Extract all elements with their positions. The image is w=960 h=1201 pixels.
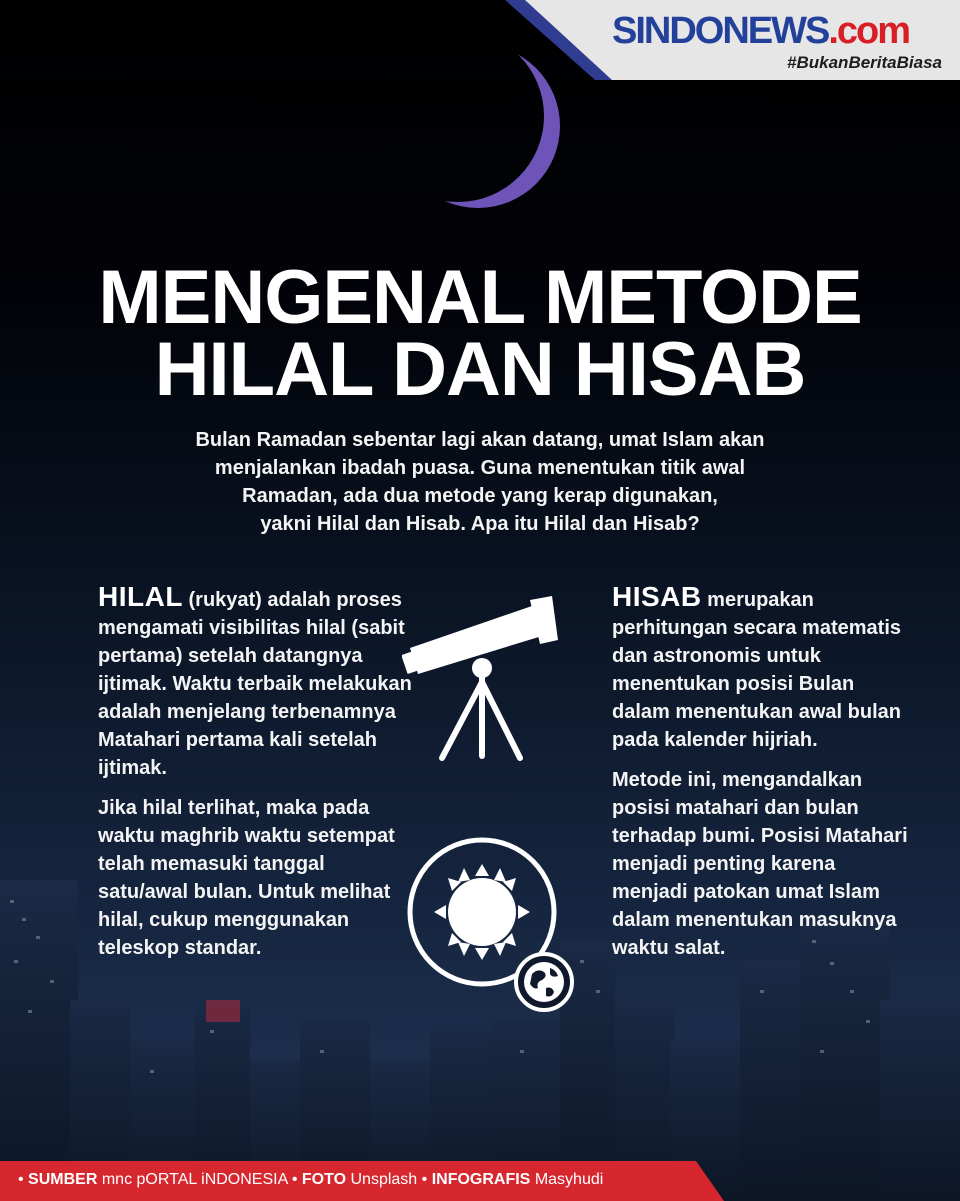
telescope-icon (402, 596, 558, 766)
sun-earth-icon (404, 836, 580, 1014)
hilal-column (98, 583, 416, 974)
title-line-1: MENGENAL METODE (98, 255, 862, 340)
hisab-term: HISAB (612, 581, 702, 612)
intro-line: Ramadan, ada dua metode yang kerap digunakan, (242, 485, 718, 507)
title-line-2: HILAL DAN HISAB (154, 327, 806, 412)
hilal-term: HILAL (98, 581, 183, 612)
hisab-column (612, 583, 912, 974)
credit-value: mnc pORTAL iNDONESIA (101, 1171, 288, 1188)
hilal-text-1: (rukyat) adalah proses mengamati visibilitas hilal (sabit pertama) setelah datangnya ijtimak. Waktu terbaik melakukan adalah menjelang terbenamnya Matahari pertama kali setelah ijtimak. (98, 589, 412, 779)
credits: • SUMBER mnc pORTAL iNDONESIA • FOTO Unsplash • INFOGRAFIS Masyhudi (18, 1171, 604, 1188)
tagline: #BukanBeritaBiasa (787, 53, 942, 72)
hilal-text-2: Jika hilal terlihat, maka pada waktu maghrib waktu setempat telah memasuki tanggal satu/awal bulan. Untuk melihat hilal, cukup menggunakan teleskop standar. (98, 797, 395, 959)
credit-label: FOTO (301, 1171, 347, 1188)
credit-value: Masyhudi (534, 1171, 604, 1188)
page-title (20, 255, 940, 412)
hisab-definition (612, 583, 912, 754)
credit-label: SUMBER (28, 1171, 98, 1188)
credit-label: INFOGRAFIS (431, 1171, 531, 1188)
credit-value: Unsplash (350, 1171, 418, 1188)
brand-logo: SINDONEWS.com (612, 10, 910, 52)
hilal-definition (98, 583, 416, 782)
hisab-text-2: Metode ini, mengandalkan posisi matahari dan bulan terhadap bumi. Posisi Matahari menjadi penting karena menjadi patokan umat Islam dalam menentukan masuknya waktu salat. (612, 769, 908, 959)
hisab-text-1: merupakan perhitungan secara matematis dan astronomis untuk menentukan posisi Bulan dalam menentukan awal bulan pada kalender hijriah. (612, 589, 901, 751)
intro-line: menjalankan ibadah puasa. Guna menentukan titik awal (214, 457, 746, 479)
intro-paragraph (100, 426, 860, 538)
intro-line: Bulan Ramadan sebentar lagi akan datang, umat Islam akan (195, 429, 765, 451)
intro-line: yakni Hilal dan Hisab. Apa itu Hilal dan Hisab? (260, 513, 700, 535)
